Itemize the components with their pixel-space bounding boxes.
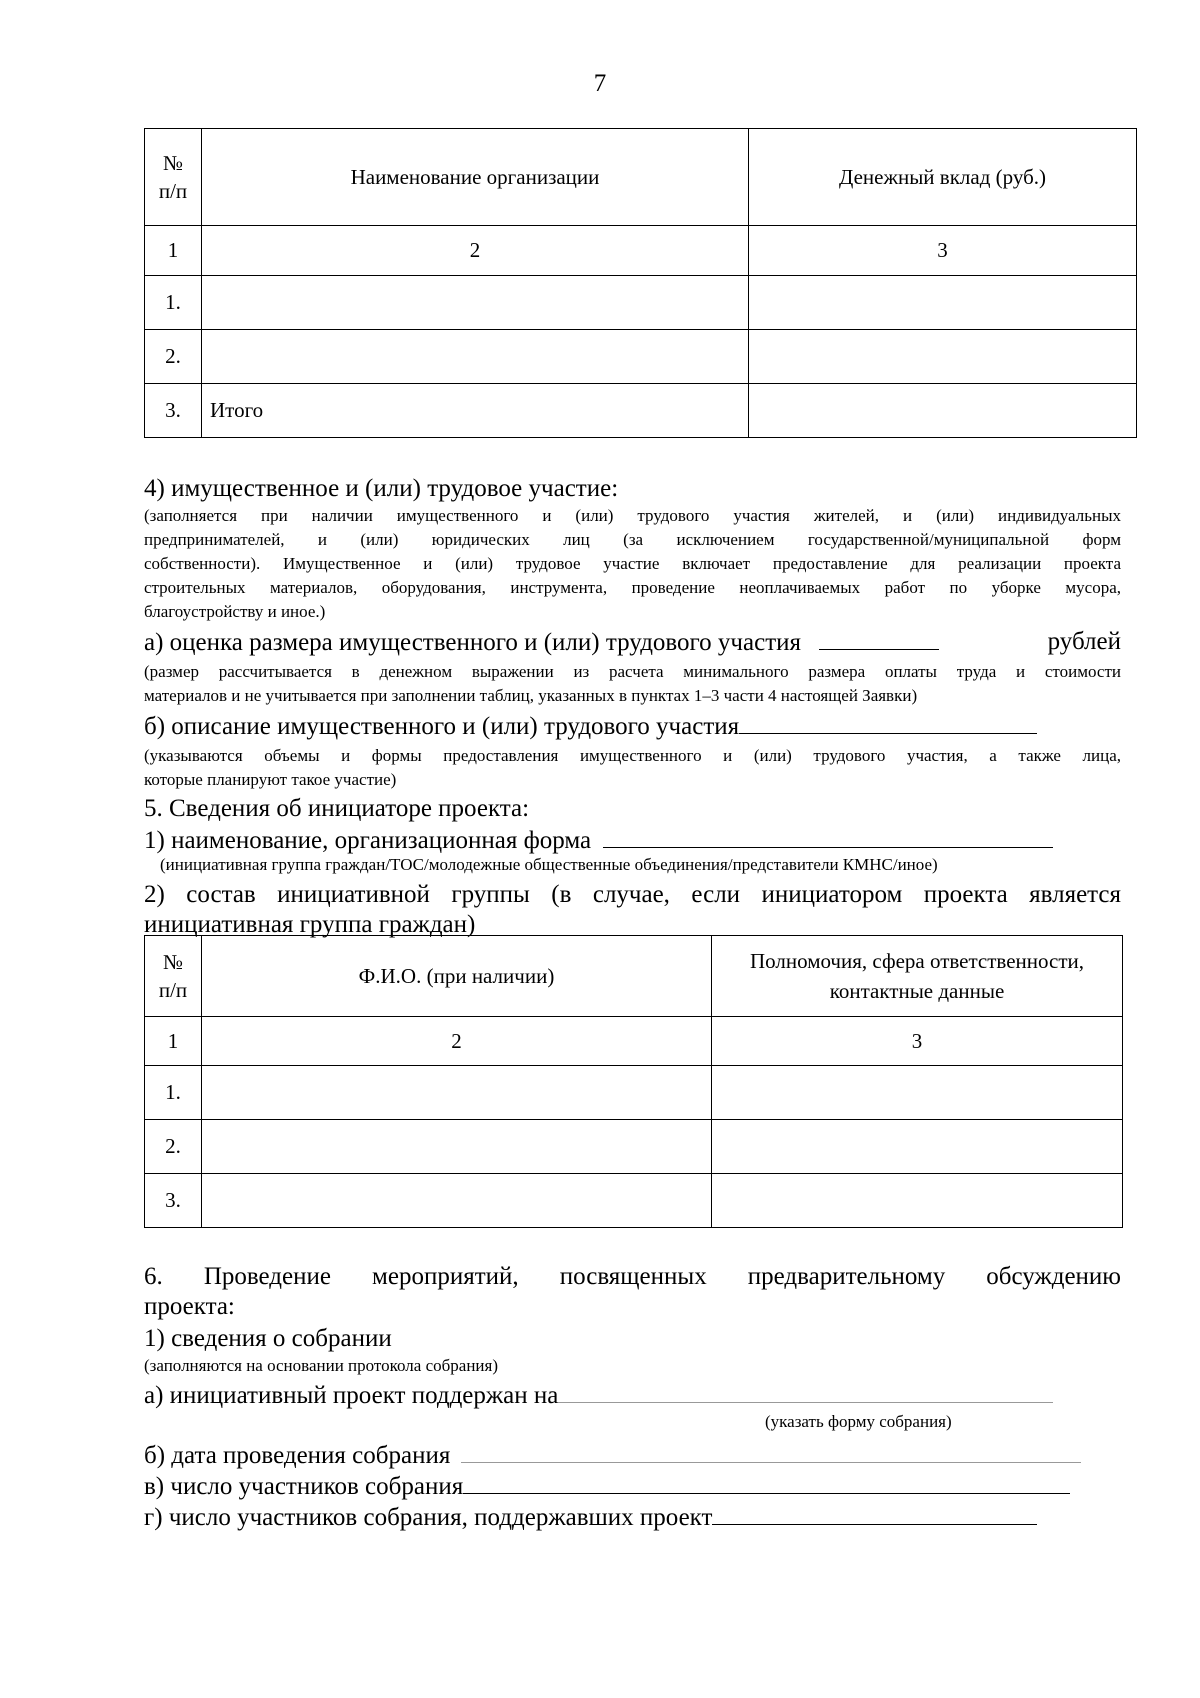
property-description-note: (указываются объемы и формы предоставления имущественного и (или) трудового участия, а также лица, [144, 746, 1121, 765]
table-row [145, 1120, 1123, 1174]
supporters-count-row [144, 1502, 1121, 1533]
section4-note-line: (заполняется при наличии имущественного и (или) трудового участия жителей, и (или) индивидуальных [144, 506, 1121, 525]
participants-count-field[interactable] [463, 1471, 1070, 1494]
supporters-count-label: г) число участников собрания, поддержавших проект [144, 1504, 713, 1531]
initiator-name-label: 1) наименование, организационная форма [144, 827, 592, 854]
fio-cell[interactable] [202, 1066, 712, 1120]
meeting-date-row [144, 1440, 1121, 1471]
row-number: 3. [145, 384, 202, 438]
section4-note-line: собственности). Имущественное и (или) трудовое участие включает предоставление для реализации проекта [144, 554, 1121, 573]
property-estimate-field[interactable] [819, 627, 939, 650]
total-label-cell: Итого [202, 384, 749, 438]
meeting-form-field[interactable] [558, 1380, 1053, 1403]
table-row [145, 1066, 1123, 1120]
authority-cell[interactable] [712, 1120, 1123, 1174]
column-number-row [145, 226, 1137, 276]
row-number: 2. [145, 330, 202, 384]
table-header-row [145, 936, 1123, 1017]
header-num: № п/п [145, 936, 202, 1017]
table-row [145, 276, 1137, 330]
header-money-contribution: Денежный вклад (руб.) [749, 129, 1137, 226]
header-fio: Ф.И.О. (при наличии) [202, 936, 712, 1017]
column-number: 2 [202, 226, 749, 276]
property-description-label: б) описание имущественного и (или) трудового участия [144, 713, 740, 740]
participants-count-row [144, 1471, 1121, 1502]
initiator-name-row [144, 825, 1121, 856]
authority-cell[interactable] [712, 1066, 1123, 1120]
organization-name-cell[interactable] [202, 330, 749, 384]
row-number: 1. [145, 276, 202, 330]
row-number: 3. [145, 1174, 202, 1228]
column-number: 1 [145, 1017, 202, 1066]
authority-cell[interactable] [712, 1174, 1123, 1228]
rubles-unit: рублей [1047, 628, 1121, 655]
property-description-note: которые планируют такое участие) [144, 770, 397, 789]
meeting-info-label: 1) сведения о собрании [144, 1325, 392, 1352]
initiator-name-field[interactable] [603, 825, 1053, 848]
column-number: 2 [202, 1017, 712, 1066]
column-number-row [145, 1017, 1123, 1066]
meeting-form-hint: (указать форму собрания) [765, 1412, 952, 1431]
property-estimate-note: (размер рассчитывается в денежном выражении из расчета минимального размера оплаты труда и стоимости [144, 662, 1121, 681]
initiative-group-text: инициативная группа граждан) [144, 911, 476, 938]
property-estimate-note: материалов и не учитывается при заполнении таблиц, указанных в пунктах 1–3 части 4 настоящей Заявки) [144, 686, 918, 705]
contribution-cell[interactable] [749, 276, 1137, 330]
fio-cell[interactable] [202, 1174, 712, 1228]
header-organization-name: Наименование организации [202, 129, 749, 226]
organization-name-cell[interactable] [202, 276, 749, 330]
section5-heading: 5. Сведения об инициаторе проекта: [144, 795, 530, 822]
header-authority: Полномочия, сфера ответственности, контактные данные [712, 936, 1123, 1017]
property-description-row [144, 711, 1121, 742]
column-number: 1 [145, 226, 202, 276]
meeting-date-label: б) дата проведения собрания [144, 1442, 451, 1469]
section4-note-line: благоустройству и иное.) [144, 602, 326, 621]
property-estimate-label: а) оценка размера имущественного и (или) трудового участия [144, 629, 801, 656]
property-description-field[interactable] [739, 711, 1037, 734]
section6-heading: 6. Проведение мероприятий, посвященных предварительному обсуждению [144, 1263, 1121, 1290]
section4-note-line: предпринимателей, и (или) юридических лиц (за исключением государственной/муниципальной форм [144, 530, 1121, 549]
participants-count-label: в) число участников собрания [144, 1473, 464, 1500]
table-header-row [145, 129, 1137, 226]
column-number: 3 [749, 226, 1137, 276]
table-row [145, 384, 1137, 438]
row-number: 2. [145, 1120, 202, 1174]
property-estimate-row [144, 627, 1121, 658]
page-number: 7 [593, 70, 607, 97]
column-number: 3 [712, 1017, 1123, 1066]
supporters-count-field[interactable] [712, 1502, 1037, 1525]
meeting-form-row [144, 1380, 1121, 1411]
table-row [145, 1174, 1123, 1228]
meeting-info-note: (заполняются на основании протокола собрания) [144, 1356, 498, 1375]
initiative-group-text: 2) состав инициативной группы (в случае, если инициатором проекта является [144, 881, 1121, 908]
section4-note-line: строительных материалов, оборудования, инструмента, проведение неоплачиваемых работ по уборке мусора, [144, 578, 1121, 597]
fio-cell[interactable] [202, 1120, 712, 1174]
contribution-cell[interactable] [749, 384, 1137, 438]
table-row [145, 330, 1137, 384]
contribution-cell[interactable] [749, 330, 1137, 384]
organizations-table [144, 128, 1137, 438]
header-num: № п/п [145, 129, 202, 226]
meeting-date-field[interactable] [461, 1440, 1081, 1463]
section6-heading: проекта: [144, 1293, 235, 1320]
row-number: 1. [145, 1066, 202, 1120]
section4-heading: 4) имущественное и (или) трудовое участие: [144, 475, 619, 502]
meeting-form-label: а) инициативный проект поддержан на [144, 1382, 559, 1409]
initiative-group-table [144, 935, 1123, 1228]
initiator-name-note: (инициативная группа граждан/ТОС/молодежные общественные объединения/представители КМНС/иное) [160, 855, 938, 874]
